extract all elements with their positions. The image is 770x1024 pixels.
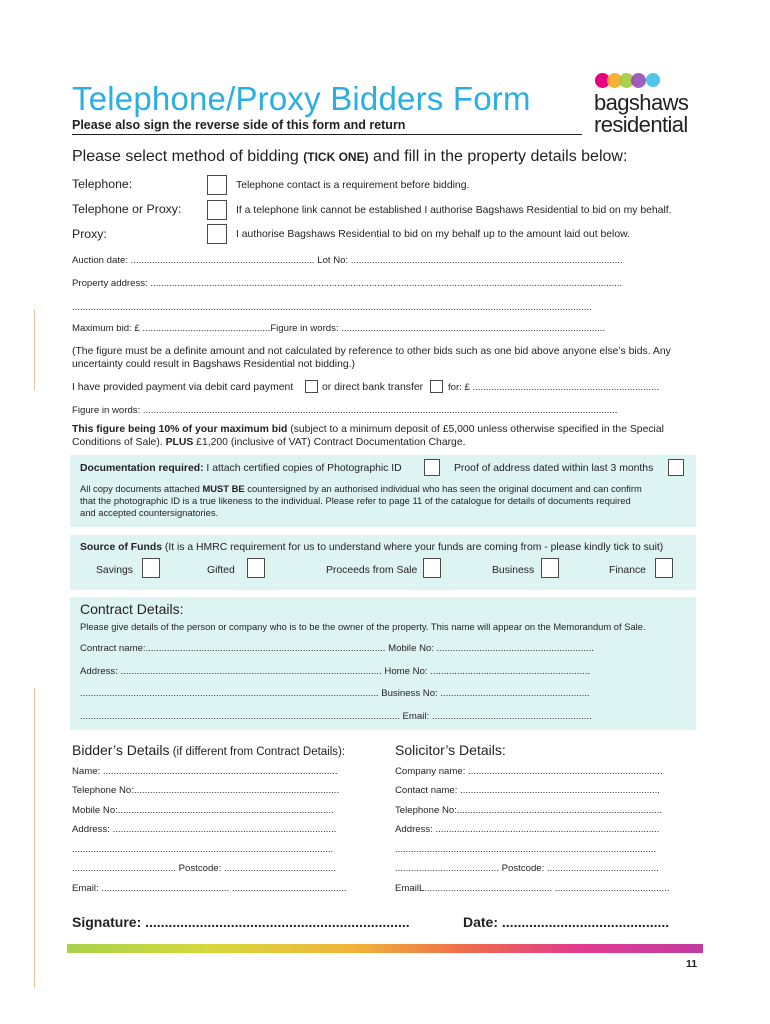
contract-details-heading: Contract Details: bbox=[80, 601, 184, 617]
option-proxy-text: I authorise Bagshaws Residential to bid on my behalf up to the amount laid out below. bbox=[236, 229, 630, 240]
form-title: Telephone/Proxy Bidders Form bbox=[72, 80, 531, 117]
logo-dot-purple bbox=[631, 73, 646, 88]
margin-mark-bottom bbox=[34, 688, 35, 988]
maximum-bid-field[interactable]: Maximum bid: £ ................................................Figure in words: ................................................................................................... bbox=[72, 323, 606, 334]
margin-mark-top bbox=[34, 310, 35, 390]
documentation-body-line-1: All copy documents attached MUST BE countersigned by an authorised individual who has seen the original document and can confirm bbox=[80, 483, 642, 494]
contract-name-mobile-field[interactable]: Contract name:.......................................................................................... Mobile No: ........................................................... bbox=[80, 643, 594, 654]
option-telephone-proxy-label: Telephone or Proxy: bbox=[72, 202, 182, 216]
signature-field[interactable]: Signature: .................................................................... bbox=[72, 914, 410, 930]
bidder-mobile-field[interactable]: Mobile No:................................................................................. bbox=[72, 805, 334, 816]
contract-address-business-field[interactable]: ................................................................................................................ Business No: ........................................................ bbox=[80, 688, 590, 699]
funds-finance-label: Finance bbox=[609, 565, 646, 576]
option-telephone-text: Telephone contact is a requirement before bidding. bbox=[236, 180, 470, 191]
option-telephone-proxy-checkbox[interactable] bbox=[207, 200, 227, 220]
source-of-funds-label: Source of Funds (It is a HMRC requirement for us to understand where your funds are coming from - please kindly tick to suit) bbox=[80, 542, 664, 553]
bidder-postcode-field[interactable]: ....................................... Postcode: .......................................... bbox=[72, 863, 336, 874]
property-address-continued-field[interactable]: ................................................................................................................................................................................................... bbox=[72, 302, 592, 313]
solicitor-details-heading: Solicitor’s Details: bbox=[395, 742, 506, 758]
contract-address-email-field[interactable]: ........................................................................................................................ Email: ............................................................ bbox=[80, 711, 592, 722]
bidder-name-field[interactable]: Name: ........................................................................................ bbox=[72, 766, 338, 777]
bidder-details-heading: Bidder’s Details (if different from Contract Details): bbox=[72, 742, 346, 758]
form-subtitle: Please also sign the reverse side of this form and return bbox=[72, 118, 406, 132]
bid-note-line-1: (The figure must be a definite amount and not calculated by reference to other bids such as one bid above anyone else’s bids. Any bbox=[72, 346, 671, 357]
option-telephone-label: Telephone: bbox=[72, 177, 133, 191]
funds-proceeds-label: Proceeds from Sale bbox=[326, 565, 418, 576]
contract-address-home-field[interactable]: Address: .................................................................................................. Home No: ............................................................ bbox=[80, 666, 591, 677]
documentation-body-line-2: that the photographic ID is a true likeness to the individual. Please refer to page 11 of the catalogue for details of documents required bbox=[80, 495, 631, 506]
option-telephone-proxy-text: If a telephone link cannot be established I authorise Bagshaws Residential to bid on my behalf. bbox=[236, 205, 672, 216]
option-telephone-checkbox[interactable] bbox=[207, 175, 227, 195]
logo-dot-blue bbox=[646, 73, 660, 87]
bidder-address-continued-field[interactable]: .................................................................................................. bbox=[72, 844, 334, 855]
bidder-telephone-field[interactable]: Telephone No:............................................................................. bbox=[72, 785, 340, 796]
auction-date-lot-field[interactable]: Auction date: ..................................................................... Lot No: ...................................................................................................... bbox=[72, 255, 623, 266]
date-field[interactable]: Date: ........................................... bbox=[463, 914, 670, 930]
bank-transfer-checkbox[interactable] bbox=[430, 380, 443, 393]
logo-text-residential: residential bbox=[594, 112, 688, 137]
option-proxy-checkbox[interactable] bbox=[207, 224, 227, 244]
solicitor-address-field[interactable]: Address: .................................................................................... bbox=[395, 824, 660, 835]
funds-gifted-checkbox[interactable] bbox=[247, 558, 265, 578]
rainbow-footer-bar bbox=[67, 944, 703, 953]
funds-finance-checkbox[interactable] bbox=[655, 558, 673, 578]
figure-in-words-field[interactable]: Figure in words: .................................................................................................................................................................................. bbox=[72, 405, 618, 416]
funds-savings-label: Savings bbox=[96, 565, 133, 576]
funds-proceeds-checkbox[interactable] bbox=[423, 558, 441, 578]
solicitor-contact-field[interactable]: Contact name: ........................................................................... bbox=[395, 785, 660, 796]
bid-note-line-2: uncertainty could result in Bagshaws Residential not bidding.) bbox=[72, 359, 356, 370]
logo-text-bagshaws: bagshaws bbox=[594, 90, 689, 115]
documentation-label: Documentation required: I attach certified copies of Photographic ID bbox=[80, 463, 402, 474]
photo-id-checkbox[interactable] bbox=[424, 459, 440, 476]
documentation-body-line-3: and accepted countersignatories. bbox=[80, 507, 219, 518]
bidder-address-field[interactable]: Address: .................................................................................... bbox=[72, 824, 337, 835]
option-proxy-label: Proxy: bbox=[72, 227, 107, 241]
contract-details-intro: Please give details of the person or company who is to be the owner of the property. This name will appear on the Memorandum of Sale. bbox=[80, 621, 646, 632]
solicitor-email-field[interactable]: EmailL................................................ ........................................... bbox=[395, 883, 670, 894]
solicitor-address-continued-field[interactable]: .................................................................................................. bbox=[395, 844, 657, 855]
proof-of-address-label: Proof of address dated within last 3 months bbox=[454, 463, 654, 474]
payment-debit-label: I have provided payment via debit card payment bbox=[72, 382, 294, 393]
funds-business-label: Business bbox=[492, 565, 535, 576]
deposit-note-line-2: Conditions of Sale). PLUS £1,200 (inclusive of VAT) Contract Documentation Charge. bbox=[72, 437, 466, 448]
solicitor-company-field[interactable]: Company name: ......................................................................... bbox=[395, 766, 663, 777]
bidding-method-heading: Please select method of bidding (TICK ONE) and fill in the property details below: bbox=[72, 148, 628, 165]
funds-savings-checkbox[interactable] bbox=[142, 558, 160, 578]
bidder-email-field[interactable]: Email: ................................................ ........................................... bbox=[72, 883, 347, 894]
solicitor-postcode-field[interactable]: ....................................... Postcode: .......................................... bbox=[395, 863, 659, 874]
funds-business-checkbox[interactable] bbox=[541, 558, 559, 578]
funds-gifted-label: Gifted bbox=[207, 565, 235, 576]
proof-of-address-checkbox[interactable] bbox=[668, 459, 684, 476]
property-address-field[interactable]: Property address: ................................................................................................................................................................................. bbox=[72, 278, 623, 289]
title-rule bbox=[72, 134, 582, 135]
deposit-note-line-1: This figure being 10% of your maximum bid (subject to a minimum deposit of £5,000 unless otherwise specified in the Special bbox=[72, 424, 664, 435]
debit-card-checkbox[interactable] bbox=[305, 380, 318, 393]
page-number: 11 bbox=[686, 958, 698, 970]
solicitor-telephone-field[interactable]: Telephone No:............................................................................. bbox=[395, 805, 663, 816]
payment-transfer-label: or direct bank transfer bbox=[322, 382, 424, 393]
payment-amount-field[interactable]: for: £ ...................................................................... bbox=[448, 382, 660, 393]
